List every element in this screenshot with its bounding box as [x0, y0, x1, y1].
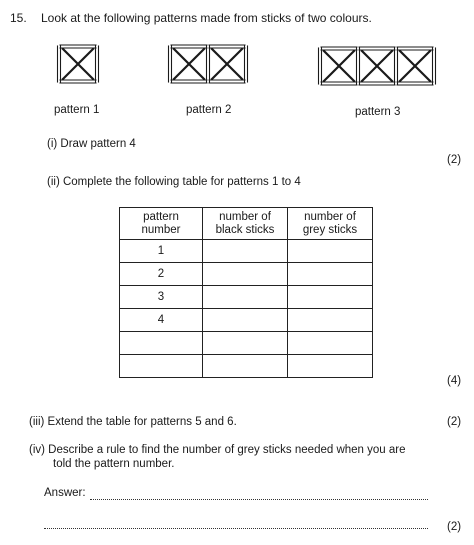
table-cell-black[interactable] — [203, 332, 288, 355]
part-iii-marks: (2) — [447, 416, 462, 428]
table-cell-grey[interactable] — [288, 240, 373, 263]
table-header-row — [120, 208, 373, 240]
header-black-sticks — [203, 208, 288, 240]
table-cell-grey[interactable] — [288, 263, 373, 286]
part-iv-text-line2: told the pattern number. — [53, 458, 175, 470]
table-cell-black[interactable] — [203, 309, 288, 332]
answer-label: Answer: — [44, 487, 86, 499]
part-i-text: (i) Draw pattern 4 — [47, 138, 136, 150]
part-ii-marks: (4) — [447, 375, 462, 387]
header-grey-sticks — [288, 208, 373, 240]
table-cell-grey[interactable] — [288, 309, 373, 332]
table-row — [120, 286, 373, 309]
table-cell-pattern[interactable] — [120, 332, 203, 355]
table-row — [120, 355, 373, 378]
table-cell-pattern: 4 — [120, 309, 203, 332]
table-cell-black[interactable] — [203, 355, 288, 378]
part-i-marks: (2) — [447, 154, 462, 166]
answer-line-2[interactable] — [44, 528, 428, 529]
table-cell-pattern[interactable] — [120, 355, 203, 378]
table-row — [120, 263, 373, 286]
table-row — [120, 332, 373, 355]
part-iii-text: (iii) Extend the table for patterns 5 and 6. — [29, 416, 237, 428]
table-cell-pattern: 3 — [120, 286, 203, 309]
sticks-table — [119, 207, 373, 378]
header-line: number — [141, 223, 181, 236]
part-iv-marks: (2) — [447, 521, 462, 533]
question-text: Look at the following patterns made from sticks of two colours. — [41, 11, 372, 25]
table-row — [120, 309, 373, 332]
stick-patterns — [0, 0, 474, 110]
table-cell-black[interactable] — [203, 240, 288, 263]
table-cell-grey[interactable] — [288, 332, 373, 355]
pattern-2-label: pattern 2 — [186, 104, 232, 116]
table-cell-grey[interactable] — [288, 286, 373, 309]
part-iv-text-line1: (iv) Describe a rule to find the number of grey sticks needed when you are — [29, 444, 406, 456]
part-ii-text: (ii) Complete the following table for patterns 1 to 4 — [47, 176, 301, 188]
header-line: grey sticks — [302, 223, 358, 236]
table-cell-grey[interactable] — [288, 355, 373, 378]
header-line: number of — [219, 210, 271, 223]
question-number: 15. — [10, 11, 27, 25]
table-cell-pattern: 2 — [120, 263, 203, 286]
table-row — [120, 240, 373, 263]
table-cell-black[interactable] — [203, 263, 288, 286]
header-line: black sticks — [215, 223, 275, 236]
answer-line-1[interactable] — [90, 499, 428, 500]
header-line: number of — [304, 210, 356, 223]
header-pattern-number — [120, 208, 203, 240]
header-line: pattern — [143, 210, 179, 223]
table-cell-pattern: 1 — [120, 240, 203, 263]
table-cell-black[interactable] — [203, 286, 288, 309]
pattern-1-label: pattern 1 — [54, 104, 100, 116]
pattern-3-label: pattern 3 — [355, 106, 401, 118]
